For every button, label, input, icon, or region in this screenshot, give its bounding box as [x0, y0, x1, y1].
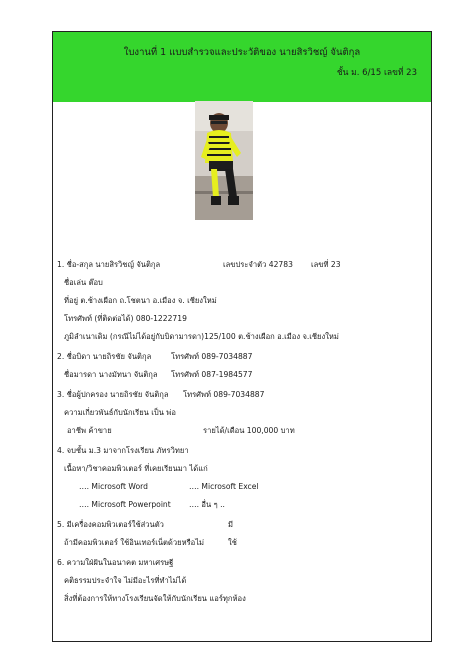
computer-subjects-label: เนื้อหา/วิชาคอมพิวเตอร์ ที่เคยเรียนมา ได้แก่: [64, 464, 208, 473]
relation: ความเกี่ยวพันธ์กับนักเรียน เป็น พ่อ: [64, 408, 176, 417]
student-id: [223, 259, 293, 270]
hometown: ภูมิลำเนาเดิม (กรณีไม่ได้อยู่กับบิดามารดา)125/100 ต.ช้างเผือก อ.เมือง จ.เชียงใหม่: [64, 332, 339, 341]
student-photo-illustration: [195, 101, 253, 220]
student-number: เลขที่ 23: [311, 260, 341, 269]
school-wish: สิ่งที่ต้องการให้ทางโรงเรียนจัดให้กับนักเรียน แอร์ทุกห้อง: [64, 594, 246, 603]
subject-powerpoint: …. Microsoft Powerpoint: [79, 500, 171, 509]
contact-phone: โทรศัพท์ (ที่ติดต่อได้) 080-1222719: [64, 314, 187, 323]
student-photo: [195, 101, 253, 220]
student-id-label: เลขประจำตัว: [223, 260, 267, 269]
guardian-phone: โทรศัพท์ 089-7034887: [183, 390, 265, 399]
student-id-value: 42783: [268, 260, 293, 269]
mother-phone: โทรศัพท์ 087-1984577: [171, 370, 253, 379]
occupation: อาชีพ ค้าขาย: [67, 426, 112, 435]
motto: คติธรรมประจำใจ ไม่มีอะไรที่ทำไม่ได้: [64, 576, 187, 585]
income: รายได้/เดือน 100,000 บาท: [203, 426, 295, 435]
mother-name: ชื่อมารดา นางมัทนา จันติกุล: [64, 370, 158, 379]
subject-excel: …. Microsoft Excel: [189, 482, 259, 491]
has-computer-answer: มี: [228, 520, 234, 529]
guardian-name: 3. ชื่อผู้ปกครอง นายถิรชัย จันติกุล: [57, 390, 169, 399]
header-banner: [53, 32, 431, 102]
nickname: ชื่อเล่น ต๊อบ: [64, 278, 103, 287]
full-name: 1. ชื่อ-สกุล นายสิรวิชญ์ จันติกุล: [57, 260, 161, 269]
previous-school: 4. จบชั้น ม.3 มาจากโรงเรียน ภัทรวิทยา: [57, 446, 189, 455]
survey-sheet: [52, 31, 432, 642]
has-computer-question: 5. มีเครื่องคอมพิวเตอร์ใช้ส่วนตัว: [57, 520, 164, 529]
class-info: ชั้น ม. 6/15 เลขที่ 23: [336, 68, 417, 78]
subject-other: …. อื่น ๆ ..: [189, 500, 225, 509]
page-title: ใบงานที่ 1 แบบสำรวจและประวัติของ นายสิรวิชญ์ จันติกุล: [123, 47, 361, 58]
internet-question: ถ้ามีคอมพิวเตอร์ ใช้อินเทอร์เน็ตด้วยหรือไม่: [64, 538, 205, 547]
subject-word: …. Microsoft Word: [79, 482, 148, 491]
father-name: 2. ชื่อบิดา นายถิรชัย จันติกุล: [57, 352, 152, 361]
father-phone: โทรศัพท์ 089-7034887: [171, 352, 253, 361]
address: ที่อยู่ ต.ช้างเผือก ถ.โชตนา อ.เมือง จ. เชียงใหม่: [64, 296, 217, 305]
future-dream: 6. ความใฝ่ฝันในอนาคต มหาเศรษฐี: [57, 558, 174, 567]
internet-answer: ใช้: [228, 538, 237, 547]
